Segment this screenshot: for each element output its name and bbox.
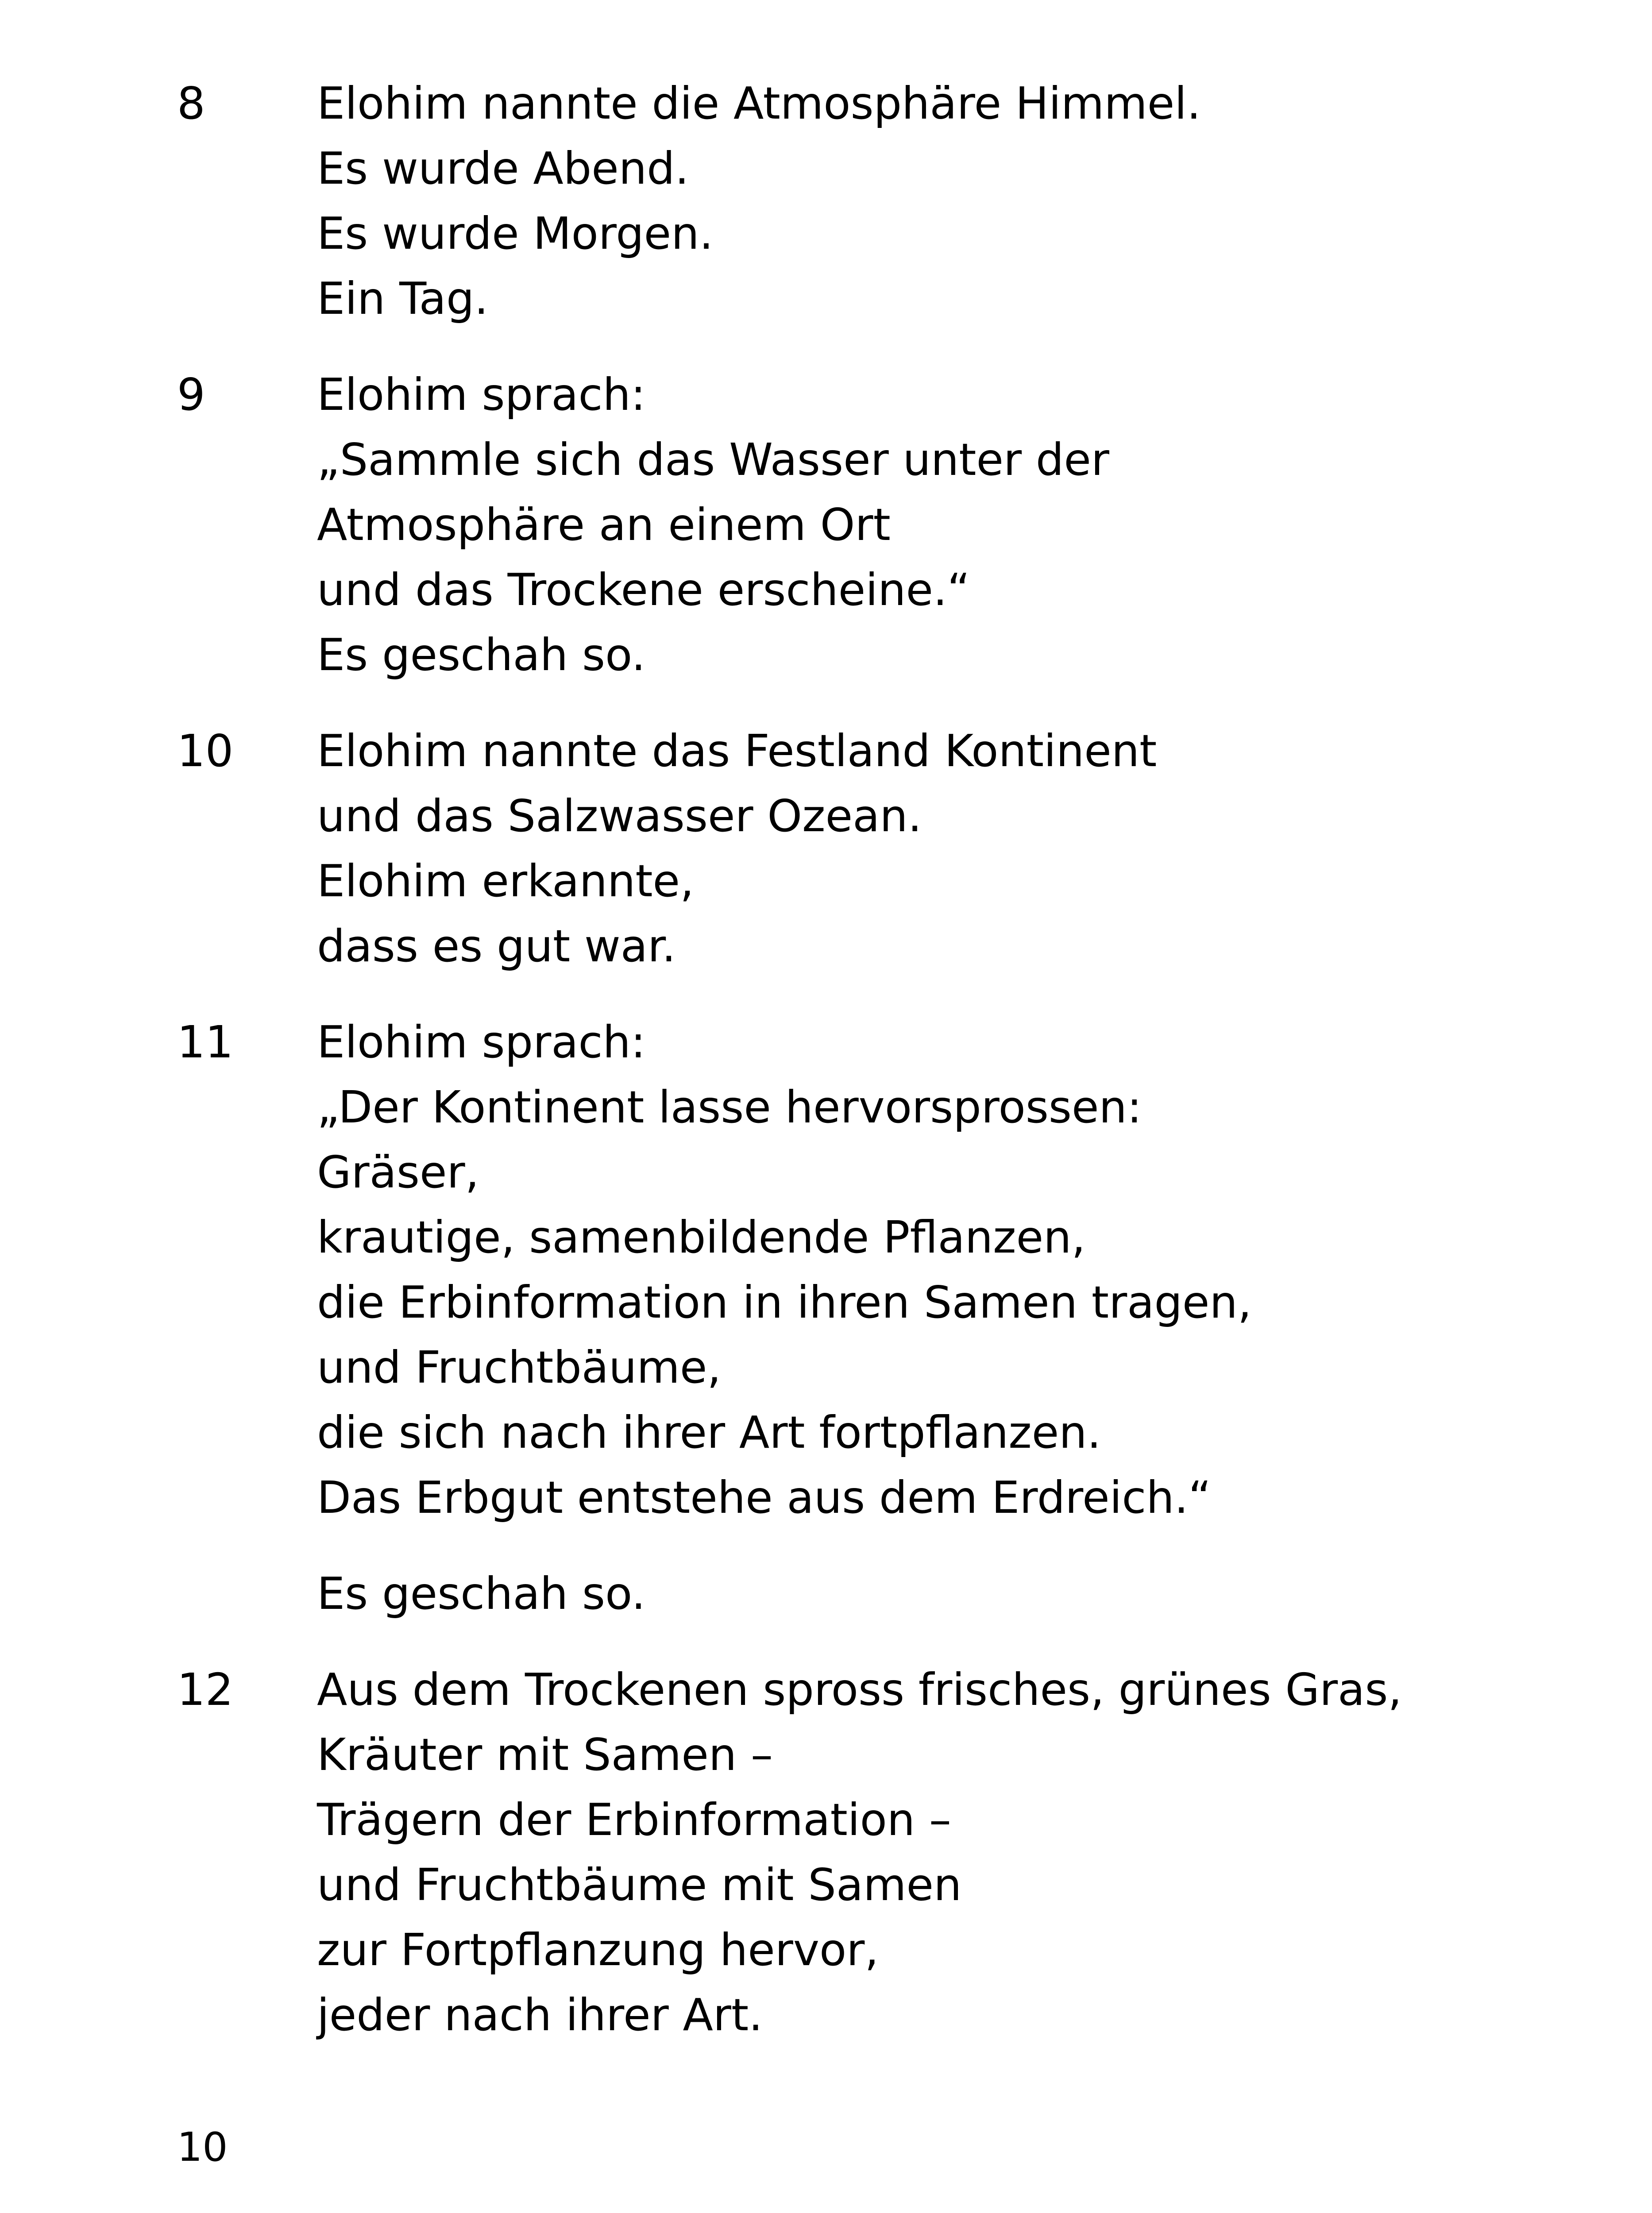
verse-list — [0, 71, 1652, 2078]
verse-number: 8 — [177, 77, 205, 129]
verse-line: und Fruchtbäume, — [317, 1342, 722, 1393]
verse-8 — [0, 71, 1652, 331]
verse-line: jeder nach ihrer Art. — [317, 1989, 763, 2041]
verse-line: Gräser, — [317, 1146, 479, 1198]
verse-line: Elohim sprach: — [317, 1016, 646, 1068]
verse-line: Elohim nannte das Festland Kontinent — [317, 725, 1157, 777]
verse-line: Es geschah so. — [317, 1568, 646, 1619]
verse-line: „Sammle sich das Wasser unter der — [317, 434, 1110, 486]
verse-line: Aus dem Trockenen spross frisches, grünes Gras, — [317, 1664, 1402, 1716]
verse-line: die Erbinformation in ihren Samen tragen, — [317, 1276, 1252, 1328]
verse-12 — [0, 1657, 1652, 2047]
verse-line: zur Fortpflanzung hervor, — [317, 1924, 879, 1976]
verse-line: Elohim erkannte, — [317, 855, 694, 907]
verse-line: und das Salzwasser Ozean. — [317, 790, 922, 842]
verse-9 — [0, 362, 1652, 687]
verse-number: 12 — [177, 1664, 234, 1716]
verse-line: Elohim nannte die Atmosphäre Himmel. — [317, 77, 1201, 129]
verse-line: „Der Kontinent lasse hervorsprossen: — [317, 1081, 1142, 1133]
verse-11 — [0, 1010, 1652, 1626]
verse-line: dass es gut war. — [317, 920, 676, 972]
verse-line: Das Erbgut entstehe aus dem Erdreich.“ — [317, 1472, 1212, 1523]
verse-line: krautige, samenbildende Pflanzen, — [317, 1211, 1086, 1263]
verse-line: Kräuter mit Samen – — [317, 1729, 773, 1781]
verse-10 — [0, 718, 1652, 979]
verse-line: Es geschah so. — [317, 629, 646, 681]
verse-line: Atmosphäre an einem Ort — [317, 499, 891, 551]
verse-line: Ein Tag. — [317, 273, 489, 324]
verse-line: Es wurde Abend. — [317, 143, 689, 194]
page-number: 10 — [177, 2124, 228, 2171]
verse-line: die sich nach ihrer Art fortpflanzen. — [317, 1407, 1101, 1458]
verse-number: 10 — [177, 725, 234, 777]
verse-line: Es wurde Morgen. — [317, 208, 714, 259]
verse-line: Trägern der Erbinformation – — [317, 1794, 951, 1846]
verse-number: 11 — [177, 1016, 234, 1068]
verse-line: und Fruchtbäume mit Samen — [317, 1859, 962, 1911]
verse-line: Elohim sprach: — [317, 369, 646, 420]
verse-number: 9 — [177, 369, 205, 420]
verse-line: und das Trockene erscheine.“ — [317, 564, 970, 616]
